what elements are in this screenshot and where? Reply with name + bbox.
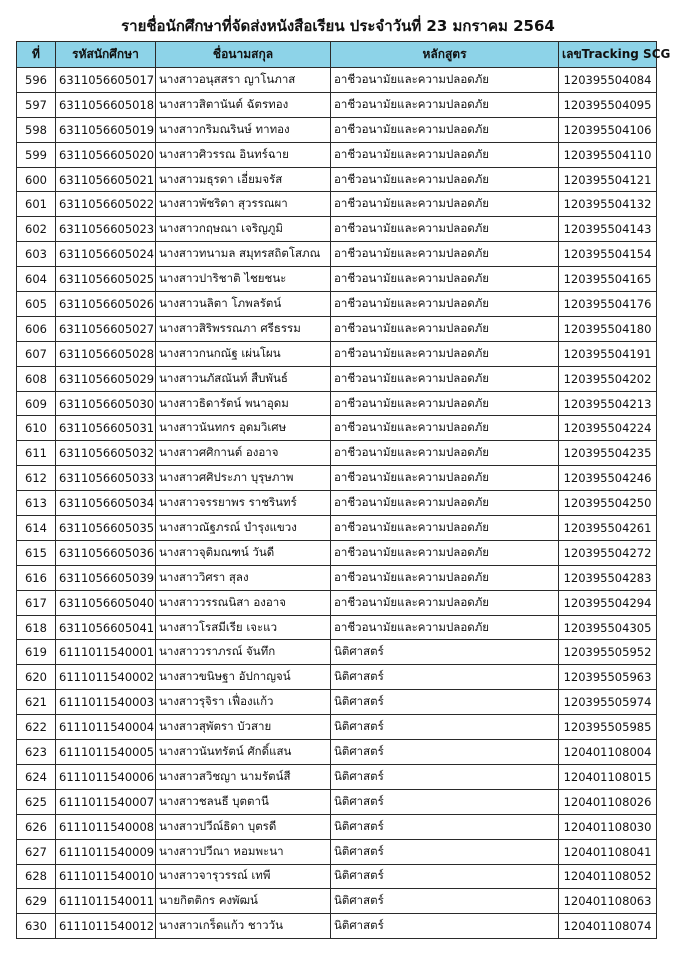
table-row: [17, 764, 657, 789]
student-name: นางสาวพัชริดา สุวรรณผา: [156, 192, 331, 217]
tracking-number: 120395504246: [559, 466, 657, 491]
tracking-number: 120401108052: [559, 864, 657, 889]
student-name: นางสาววิศรา สุลง: [156, 565, 331, 590]
course-name: นิติศาสตร์: [331, 889, 559, 914]
row-number: 621: [17, 690, 56, 715]
course-name: อาชีวอนามัยและความปลอดภัย: [331, 516, 559, 541]
table-row: [17, 814, 657, 839]
row-number: 624: [17, 764, 56, 789]
student-name: นางสาวขนิษฐา อัปกาญจน์: [156, 665, 331, 690]
course-name: อาชีวอนามัยและความปลอดภัย: [331, 292, 559, 317]
row-number: 597: [17, 92, 56, 117]
course-name: อาชีวอนามัยและความปลอดภัย: [331, 242, 559, 267]
course-name: นิติศาสตร์: [331, 864, 559, 889]
course-name: นิติศาสตร์: [331, 715, 559, 740]
table-row: [17, 740, 657, 765]
row-number: 607: [17, 341, 56, 366]
row-number: 602: [17, 217, 56, 242]
student-id: 6311056605018: [56, 92, 156, 117]
table-body: [17, 68, 657, 939]
student-name: นางสาวนภัสณันท์ สืบพันธ์: [156, 366, 331, 391]
header-row: [17, 42, 657, 68]
table-row: [17, 864, 657, 889]
tracking-number: 120395504283: [559, 565, 657, 590]
tracking-number: 120395504294: [559, 590, 657, 615]
student-id: 6311056605040: [56, 590, 156, 615]
row-number: 605: [17, 292, 56, 317]
table-row: [17, 615, 657, 640]
tracking-number: 120395504132: [559, 192, 657, 217]
student-name: นางสาวสุพัตรา บัวสาย: [156, 715, 331, 740]
table-row: [17, 516, 657, 541]
student-name: นางสาวนันทกร อุดมวิเศษ: [156, 416, 331, 441]
student-id: 6111011540004: [56, 715, 156, 740]
student-name: นางสาววราภรณ์ จันทึก: [156, 640, 331, 665]
course-name: อาชีวอนามัยและความปลอดภัย: [331, 416, 559, 441]
student-id: 6111011540003: [56, 690, 156, 715]
student-id: 6111011540008: [56, 814, 156, 839]
tracking-number: 120401108026: [559, 789, 657, 814]
tracking-number: 120395504213: [559, 391, 657, 416]
student-id: 6311056605026: [56, 292, 156, 317]
tracking-number: 120401108030: [559, 814, 657, 839]
course-name: อาชีวอนามัยและความปลอดภัย: [331, 316, 559, 341]
tracking-number: 120401108041: [559, 839, 657, 864]
student-id: 6311056605020: [56, 142, 156, 167]
tracking-number: 120395504106: [559, 117, 657, 142]
student-id: 6311056605022: [56, 192, 156, 217]
student-name: นางสาวชลนธี บุตตานี: [156, 789, 331, 814]
tracking-number: 120395504235: [559, 441, 657, 466]
course-name: อาชีวอนามัยและความปลอดภัย: [331, 615, 559, 640]
student-id: 6311056605029: [56, 366, 156, 391]
course-name: อาชีวอนามัยและความปลอดภัย: [331, 117, 559, 142]
course-name: นิติศาสตร์: [331, 764, 559, 789]
tracking-number: 120395504191: [559, 341, 657, 366]
student-name: นางสาวสวิชญา นามรัตน์สี: [156, 764, 331, 789]
course-name: นิติศาสตร์: [331, 640, 559, 665]
course-name: นิติศาสตร์: [331, 789, 559, 814]
col-header-name: ชื่อนามสกุล: [156, 42, 331, 68]
student-name: นางสาวสิตานันต์ ฉัตรทอง: [156, 92, 331, 117]
student-id: 6311056605025: [56, 267, 156, 292]
row-number: 606: [17, 316, 56, 341]
tracking-number: 120395505974: [559, 690, 657, 715]
row-number: 628: [17, 864, 56, 889]
table-row: [17, 341, 657, 366]
tracking-number: 120395504305: [559, 615, 657, 640]
table-row: [17, 192, 657, 217]
table-row: [17, 540, 657, 565]
tracking-number: 120401108063: [559, 889, 657, 914]
tracking-number: 120395504176: [559, 292, 657, 317]
tracking-number: 120395504165: [559, 267, 657, 292]
tracking-number: 120395504143: [559, 217, 657, 242]
tracking-number: 120395504095: [559, 92, 657, 117]
student-id: 6311056605039: [56, 565, 156, 590]
row-number: 603: [17, 242, 56, 267]
table-row: [17, 366, 657, 391]
student-id: 6111011540007: [56, 789, 156, 814]
course-name: อาชีวอนามัยและความปลอดภัย: [331, 217, 559, 242]
student-name: นางสาวธิดารัตน์ พนาอุดม: [156, 391, 331, 416]
student-id: 6311056605030: [56, 391, 156, 416]
tracking-number: 120395505952: [559, 640, 657, 665]
student-id: 6311056605034: [56, 491, 156, 516]
row-number: 619: [17, 640, 56, 665]
table-row: [17, 416, 657, 441]
student-id: 6311056605031: [56, 416, 156, 441]
student-name: นางสาวสิริพรรณภา ศรีธรรม: [156, 316, 331, 341]
course-name: นิติศาสตร์: [331, 914, 559, 939]
table-row: [17, 292, 657, 317]
row-number: 596: [17, 68, 56, 93]
row-number: 609: [17, 391, 56, 416]
table-row: [17, 217, 657, 242]
student-id: 6311056605019: [56, 117, 156, 142]
course-name: อาชีวอนามัยและความปลอดภัย: [331, 391, 559, 416]
course-name: อาชีวอนามัยและความปลอดภัย: [331, 466, 559, 491]
student-name: นางสาวศิวรรณ อินทร์ฉาย: [156, 142, 331, 167]
course-name: อาชีวอนามัยและความปลอดภัย: [331, 192, 559, 217]
course-name: อาชีวอนามัยและความปลอดภัย: [331, 366, 559, 391]
row-number: 598: [17, 117, 56, 142]
course-name: นิติศาสตร์: [331, 665, 559, 690]
table-row: [17, 167, 657, 192]
row-number: 620: [17, 665, 56, 690]
tracking-number: 120395504154: [559, 242, 657, 267]
student-id: 6311056605036: [56, 540, 156, 565]
row-number: 600: [17, 167, 56, 192]
student-id: 6111011540006: [56, 764, 156, 789]
row-number: 625: [17, 789, 56, 814]
row-number: 604: [17, 267, 56, 292]
tracking-number: 120395504180: [559, 316, 657, 341]
row-number: 627: [17, 839, 56, 864]
table-row: [17, 565, 657, 590]
tracking-number: 120395504121: [559, 167, 657, 192]
table-row: [17, 92, 657, 117]
student-name: นางสาวศศิกานต์ องอาจ: [156, 441, 331, 466]
student-name: นางสาวณัฐภรณ์ บำรุงแขวง: [156, 516, 331, 541]
table-row: [17, 441, 657, 466]
table-row: [17, 491, 657, 516]
course-name: อาชีวอนามัยและความปลอดภัย: [331, 540, 559, 565]
student-id: 6311056605021: [56, 167, 156, 192]
student-id: 6111011540012: [56, 914, 156, 939]
tracking-number: 120401108074: [559, 914, 657, 939]
row-number: 629: [17, 889, 56, 914]
student-name: นางสาวนลิตา โภพลรัตน์: [156, 292, 331, 317]
row-number: 610: [17, 416, 56, 441]
row-number: 617: [17, 590, 56, 615]
student-name: นางสาวปวีณา หอมพะนา: [156, 839, 331, 864]
student-name: นางสาววรรณนิสา องอาจ: [156, 590, 331, 615]
row-number: 608: [17, 366, 56, 391]
tracking-number: 120395504261: [559, 516, 657, 541]
student-name: นางสาวกริมณรินษ์ ทาทอง: [156, 117, 331, 142]
student-name: นางสาวจารุวรรณ์ เทพี: [156, 864, 331, 889]
row-number: 622: [17, 715, 56, 740]
course-name: อาชีวอนามัยและความปลอดภัย: [331, 92, 559, 117]
student-name: นายกิตติกร คงพัฒน์: [156, 889, 331, 914]
course-name: อาชีวอนามัยและความปลอดภัย: [331, 267, 559, 292]
course-name: อาชีวอนามัยและความปลอดภัย: [331, 441, 559, 466]
student-id: 6111011540010: [56, 864, 156, 889]
row-number: 599: [17, 142, 56, 167]
student-name: นางสาวอนุสสรา ญาโนภาส: [156, 68, 331, 93]
table-row: [17, 391, 657, 416]
student-name: นางสาวกฤษณา เจริญภูมิ: [156, 217, 331, 242]
row-number: 614: [17, 516, 56, 541]
student-id: 6311056605032: [56, 441, 156, 466]
student-name: นางสาวเกร็ดแก้ว ชาววัน: [156, 914, 331, 939]
table-row: [17, 789, 657, 814]
row-number: 626: [17, 814, 56, 839]
row-number: 630: [17, 914, 56, 939]
row-number: 618: [17, 615, 56, 640]
row-number: 616: [17, 565, 56, 590]
tracking-number: 120395504110: [559, 142, 657, 167]
table-row: [17, 466, 657, 491]
student-name: นางสาวรุจิรา เฟื่องแก้ว: [156, 690, 331, 715]
student-id: 6111011540001: [56, 640, 156, 665]
col-header-student-id: รหัสนักศึกษา: [56, 42, 156, 68]
table-row: [17, 839, 657, 864]
tracking-number: 120395505985: [559, 715, 657, 740]
student-id: 6311056605027: [56, 316, 156, 341]
table-row: [17, 142, 657, 167]
student-id: 6311056605033: [56, 466, 156, 491]
table-row: [17, 715, 657, 740]
student-name: นางสาวจุติมณฑน์ วันดี: [156, 540, 331, 565]
student-id: 6311056605023: [56, 217, 156, 242]
course-name: นิติศาสตร์: [331, 814, 559, 839]
table-row: [17, 665, 657, 690]
student-name: นางสาวจรรยาพร ราชรินทร์: [156, 491, 331, 516]
student-id: 6311056605024: [56, 242, 156, 267]
table-row: [17, 889, 657, 914]
col-header-tracking: เลขTracking SCG: [559, 42, 657, 68]
tracking-number: 120395505963: [559, 665, 657, 690]
student-name: นางสาวโรสมีเรีย เจะแว: [156, 615, 331, 640]
course-name: อาชีวอนามัยและความปลอดภัย: [331, 341, 559, 366]
row-number: 623: [17, 740, 56, 765]
course-name: อาชีวอนามัยและความปลอดภัย: [331, 68, 559, 93]
tracking-number: 120401108015: [559, 764, 657, 789]
student-id: 6311056605041: [56, 615, 156, 640]
table-row: [17, 640, 657, 665]
student-shipping-table: [16, 41, 671, 939]
table-row: [17, 914, 657, 939]
row-number: 613: [17, 491, 56, 516]
student-name: นางสาวปาริชาติ ไชยชนะ: [156, 267, 331, 292]
course-name: อาชีวอนามัยและความปลอดภัย: [331, 142, 559, 167]
row-number: 612: [17, 466, 56, 491]
student-id: 6311056605028: [56, 341, 156, 366]
tracking-number: 120395504202: [559, 366, 657, 391]
tracking-number: 120395504084: [559, 68, 657, 93]
table-row: [17, 316, 657, 341]
course-name: อาชีวอนามัยและความปลอดภัย: [331, 590, 559, 615]
row-number: 611: [17, 441, 56, 466]
student-id: 6111011540011: [56, 889, 156, 914]
tracking-number: 120395504272: [559, 540, 657, 565]
student-id: 6311056605035: [56, 516, 156, 541]
course-name: นิติศาสตร์: [331, 839, 559, 864]
course-name: นิติศาสตร์: [331, 740, 559, 765]
course-name: อาชีวอนามัยและความปลอดภัย: [331, 167, 559, 192]
tracking-number: 120401108004: [559, 740, 657, 765]
student-id: 6111011540009: [56, 839, 156, 864]
table-row: [17, 242, 657, 267]
table-row: [17, 117, 657, 142]
row-number: 601: [17, 192, 56, 217]
student-name: นางสาวศศิประภา บุรุษภาพ: [156, 466, 331, 491]
table-row: [17, 68, 657, 93]
student-name: นางสาวทนามล สมุทรสถิตโสภณ: [156, 242, 331, 267]
col-header-course: หลักสูตร: [331, 42, 559, 68]
student-name: นางสาวกนกณัฐ เผ่นโผน: [156, 341, 331, 366]
course-name: อาชีวอนามัยและความปลอดภัย: [331, 491, 559, 516]
document-title: รายชื่อนักศึกษาที่จัดส่งหนังสือเรียน ประจำวันที่ 23 มกราคม 2564: [121, 17, 555, 35]
tracking-number: 120395504224: [559, 416, 657, 441]
course-name: อาชีวอนามัยและความปลอดภัย: [331, 565, 559, 590]
student-id: 6111011540002: [56, 665, 156, 690]
course-name: นิติศาสตร์: [331, 690, 559, 715]
student-id: 6311056605017: [56, 68, 156, 93]
table-row: [17, 590, 657, 615]
student-id: 6111011540005: [56, 740, 156, 765]
col-header-no: ที่: [17, 42, 56, 68]
student-name: นางสาวมธุรดา เอี่ยมจรัส: [156, 167, 331, 192]
student-name: นางสาวนันทรัตน์ ศักดิ์แสน: [156, 740, 331, 765]
tracking-number: 120395504250: [559, 491, 657, 516]
table-row: [17, 267, 657, 292]
table-row: [17, 690, 657, 715]
row-number: 615: [17, 540, 56, 565]
student-name: นางสาวปวีณ์ธิดา บุตรดี: [156, 814, 331, 839]
